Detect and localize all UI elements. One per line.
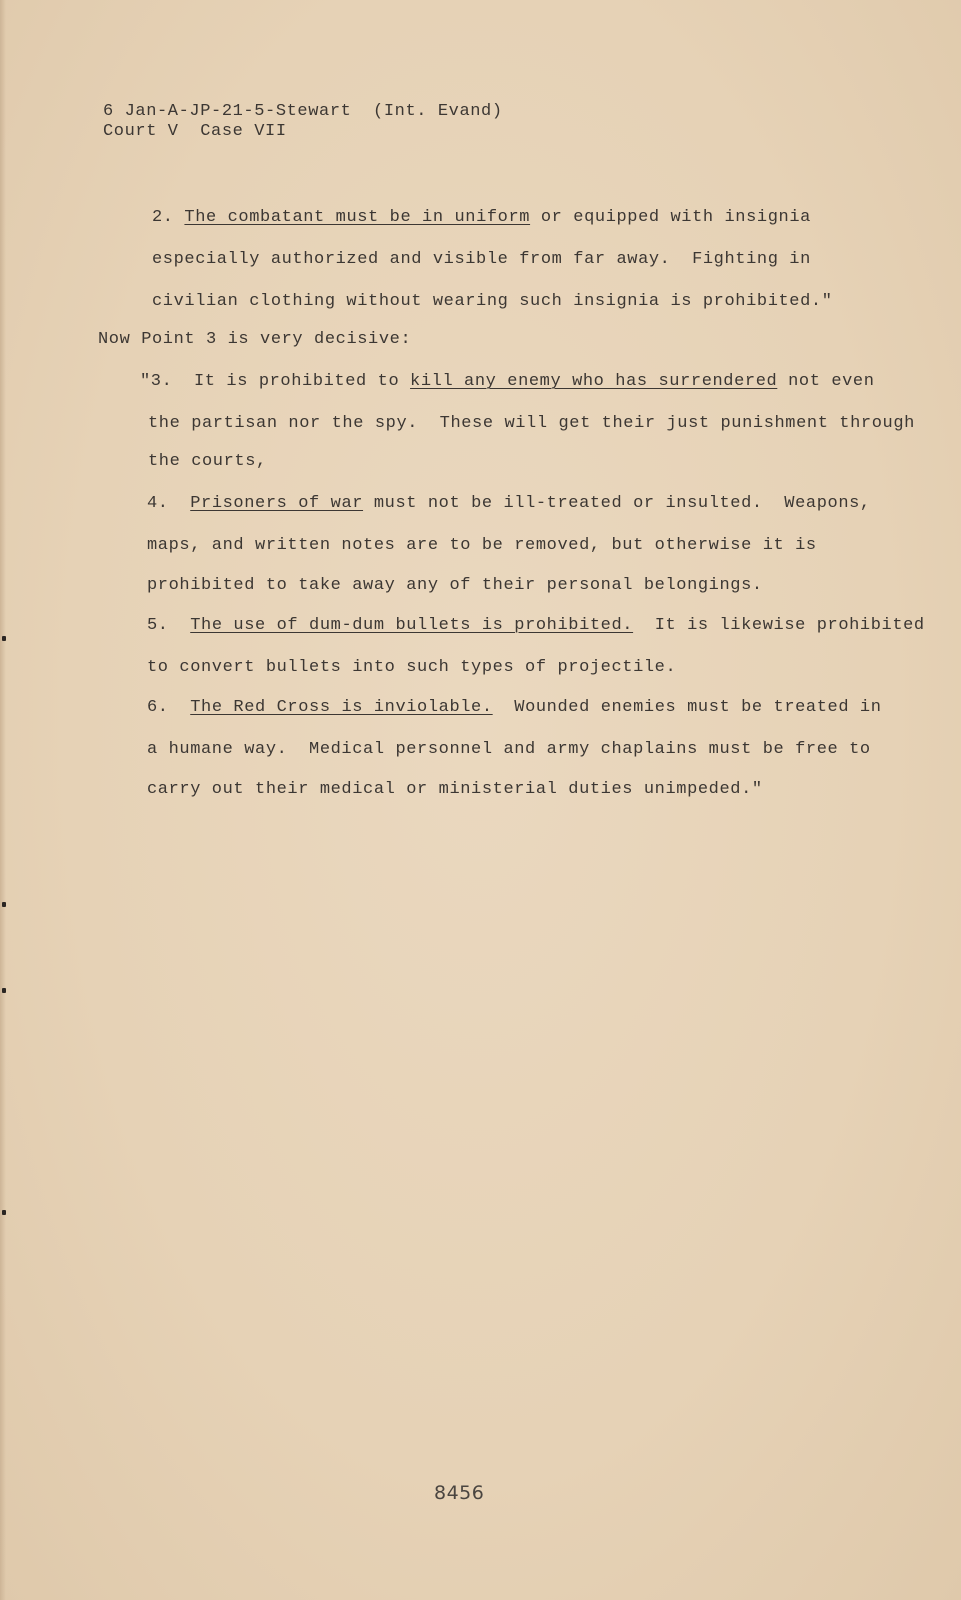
point-2-line-2: especially authorized and visible from far away. Fighting in (152, 250, 811, 269)
point-6-text: Wounded enemies must be treated in (492, 698, 882, 717)
point-5-line-2: to convert bullets into such types of projectile. (147, 658, 677, 677)
point-4-line-3: prohibited to take away any of their personal belongings. (147, 576, 763, 595)
point-5-text: It is likewise prohibited (633, 616, 925, 635)
point-2-text: or equipped with insignia (530, 208, 811, 227)
point-2-line-1 (152, 208, 811, 228)
point-3-line-1 (140, 372, 875, 392)
point-6-line-1 (147, 698, 882, 718)
point-5-line-1 (147, 616, 925, 636)
page-number: 8456 (434, 1482, 485, 1504)
point-6-emphasis: The Red Cross is inviolable. (190, 698, 493, 717)
point-2-emphasis: The combatant must be in uniform (184, 208, 531, 227)
header-court-case: Court V Case VII (103, 122, 287, 141)
point-3-text: not even (777, 372, 875, 391)
point-6-line-2: a humane way. Medical personnel and army chaplains must be free to (147, 740, 871, 759)
point-3-line-2: the partisan nor the spy. These will get their just punishment through (148, 414, 915, 433)
scan-mark (2, 902, 6, 907)
point-2-line-3: civilian clothing without wearing such insignia is prohibited." (152, 292, 833, 311)
point-3-line-3: the courts, (148, 452, 267, 471)
point-3-intro: Now Point 3 is very decisive: (98, 330, 412, 349)
point-4-number: 4. (147, 494, 169, 513)
point-5-emphasis: The use of dum-dum bullets is prohibited. (190, 616, 634, 635)
point-4-text: must not be ill-treated or insulted. Weapons, (363, 494, 871, 513)
point-4-line-2: maps, and written notes are to be removed, but otherwise it is (147, 536, 817, 555)
point-3-number: "3. (140, 372, 173, 391)
scan-mark (2, 988, 6, 993)
point-3-emphasis: kill any enemy who has surrendered (410, 372, 778, 391)
point-6-number: 6. (147, 698, 169, 717)
point-4-emphasis: Prisoners of war (190, 494, 364, 513)
point-4-line-1 (147, 494, 871, 514)
scan-mark (2, 1210, 6, 1215)
point-3-lead: It is prohibited to (172, 372, 411, 391)
scan-mark (2, 636, 6, 641)
point-5-number: 5. (147, 616, 169, 635)
point-2-number: 2. (152, 208, 174, 227)
point-6-line-3: carry out their medical or ministerial duties unimpeded." (147, 780, 763, 799)
header-reference: 6 Jan-A-JP-21-5-Stewart (Int. Evand) (103, 102, 503, 121)
